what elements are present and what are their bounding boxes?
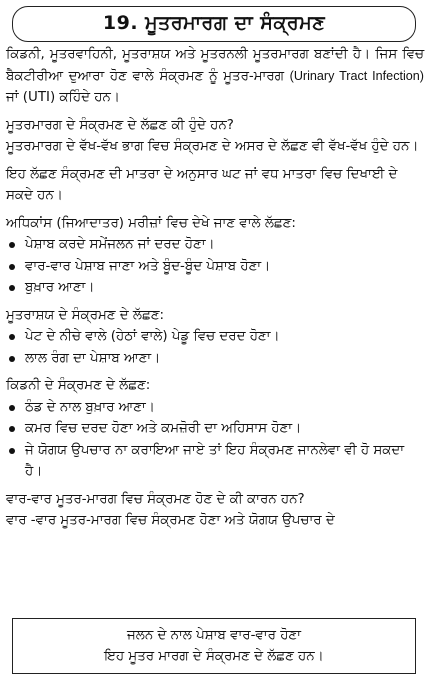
note-line-1: ਜਲਨ ਦੇ ਨਾਲ ਪੇਸ਼ਾਬ ਵਾਰ-ਵਾਰ ਹੋਣਾ (127, 628, 301, 643)
bladder-symptoms-list (6, 326, 424, 369)
list-item: ਬੁਖ਼ਾਰ ਆਣਾ। (6, 277, 424, 299)
chapter-title: 19. ਮੂਤਰਮਾਰਗ ਦਾ ਸੰਕ੍ਰਮਣ (102, 12, 326, 35)
paragraph-symptom-variation: ਮੂਤਰਮਾਰਗ ਦੇ ਵੱਖ-ਵੱਖ ਭਾਗ ਵਿਚ ਸੰਕ੍ਰਮਣ ਦੇ ਅਸਰ ਦੇ ਲੱਛਣ ਵੀ ਵੱਖ-ਵੱਖ ਹੁੰਦੇ ਹਨ। (6, 139, 419, 154)
list-item: ਪੇਸ਼ਾਬ ਕਰਦੇ ਸਮੇਂਜਲਨ ਜਾਂ ਦਰਦ ਹੋਣਾ। (6, 234, 424, 256)
paragraph-recurrence: ਵਾਰ -ਵਾਰ ਮੂਤਰ-ਮਾਰਗ ਵਿਚ ਸੰਕ੍ਰਮਣ ਹੋਣਾ ਅਤੇ ਯੋਗਯ ਉਪਚਾਰ ਦੇ (6, 513, 335, 528)
list-item: ਵਾਰ-ਵਾਰ ਪੇਸ਼ਾਬ ਜਾਣਾ ਅਤੇ ਬੂੰਦ-ਬੂੰਦ ਪੇਸ਼ਾਬ ਹੋਣਾ। (6, 256, 424, 278)
kidney-symptoms-list (6, 397, 424, 483)
intro-text: ਕਿਡਨੀ, ਮੂਤਰਵਾਹਿਨੀ, ਮੂਤਰਾਸ਼ਯ ਅਤੇ ਮੂਤਰਨਲੀ ਮੂਤਰਮਾਰਗ ਬਣਾਂਦੀ ਹੈ। ਜਿਸ ਵਿਚ ਬੈਕਟੀਰੀਆ ਦੁਆਰਾ ਹੋਣ ਵਾਲੇ ਸੰਕ੍ਰਮਣ ਨੂੰ ਮੂਤਰ-ਮਾਰਗ (6, 47, 424, 84)
note-box (12, 618, 416, 674)
note-line-2: ਇਹ ਮੂਤਰ ਮਾਰਗ ਦੇ ਸੰਕ੍ਰਮਣ ਦੇ ਲੱਛਣ ਹਨ। (104, 649, 324, 664)
paragraph-symptom-intensity: ਇਹ ਲੱਛਣ ਸੰਕ੍ਰਮਣ ਦੀ ਮਾਤਰਾ ਦੇ ਅਨੁਸਾਰ ਘਟ ਜਾਂ ਵਧ ਮਾਤਰਾ ਵਿਚ ਦਿਖਾਈ ਦੇ ਸਕਦੇ ਹਨ। (6, 166, 398, 203)
list-item: ਕਮਰ ਵਿਚ ਦਰਦ ਹੋਣਾ ਅਤੇ ਕਮਜ਼ੋਰੀ ਦਾ ਅਹਿਸਾਸ ਹੋਣਾ। (6, 418, 424, 440)
intro-paragraph (6, 44, 424, 109)
section-common-symptoms-heading: ਅਧਿਕਾਂਸ (ਜਿਆਦਾਤਰ) ਮਰੀਜ਼ਾਂ ਵਿਚ ਦੇਖੇ ਜਾਣ ਵਾਲੇ ਲੱਛਣ: (6, 215, 296, 231)
intro-tail: ਜਾਂ (UTI) ਕਹਿੰਦੇ ਹਨ। (6, 90, 120, 105)
list-item: ਠੰਡ ਦੇ ਨਾਲ ਬੁਖ਼ਾਰ ਆਣਾ। (6, 397, 424, 419)
list-item: ਲਾਲ ਰੰਗ ਦਾ ਪੇਸ਼ਾਬ ਆਣਾ। (6, 348, 424, 370)
intro-english-term: (Urinary Tract Infection) (289, 68, 424, 83)
question-recurrence-causes: ਵਾਰ-ਵਾਰ ਮੂਤਰ-ਮਾਰਗ ਵਿਚ ਸੰਕ੍ਰਮਣ ਹੋਣ ਦੇ ਕੀ ਕਾਰਨ ਹਨ? (6, 491, 305, 507)
chapter-title-box (12, 6, 416, 42)
question-symptoms: ਮੂਤਰਮਾਰਗ ਦੇ ਸੰਕ੍ਰਮਣ ਦੇ ਲੱਛਣ ਕੀ ਹੁੰਦੇ ਹਨ? (6, 117, 234, 133)
list-item: ਜੇ ਯੋਗਯ ਉਪਚਾਰ ਨਾ ਕਰਾਇਆ ਜਾਏ ਤਾਂ ਇਹ ਸੰਕ੍ਰਮਣ ਜਾਨਲੇਵਾ ਵੀ ਹੋ ਸਕਦਾ ਹੈ। (6, 440, 424, 483)
common-symptoms-list (6, 234, 424, 299)
article-body (6, 44, 424, 532)
list-item: ਪੇਟ ਦੇ ਨੀਚੇ ਵਾਲੇ (ਹੇਠਾਂ ਵਾਲੇ) ਪੇਡੂ ਵਿਚ ਦਰਦ ਹੋਣਾ। (6, 326, 424, 348)
section-bladder-heading: ਮੂਤਰਾਸ਼ਯ ਦੇ ਸੰਕ੍ਰਮਣ ਦੇ ਲੱਛਣ: (6, 307, 164, 323)
section-kidney-heading: ਕਿਡਨੀ ਦੇ ਸੰਕ੍ਰਮਣ ਦੇ ਲੱਛਣ: (6, 378, 151, 393)
